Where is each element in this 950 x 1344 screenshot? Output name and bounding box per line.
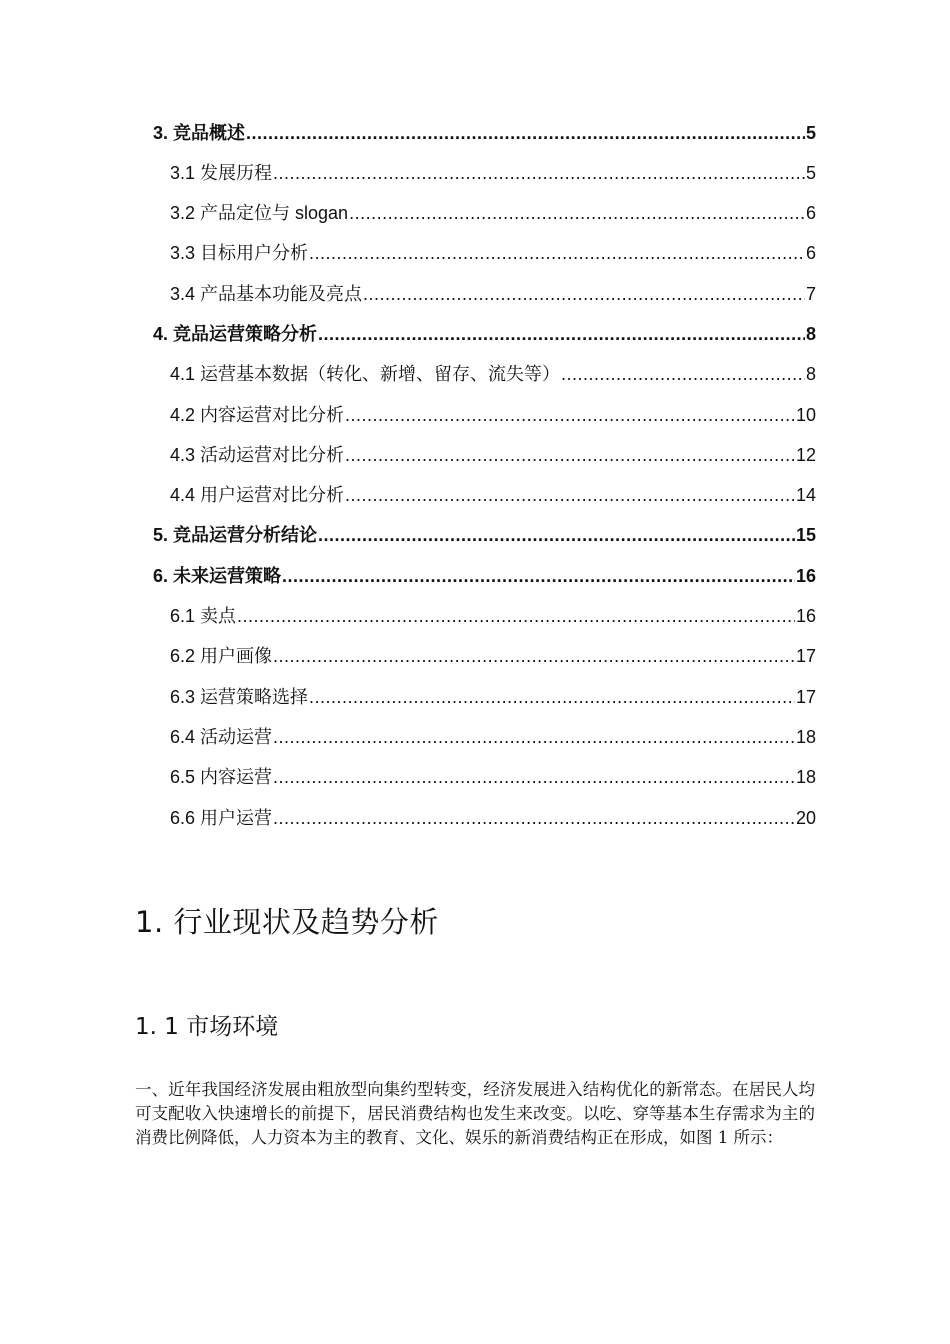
toc-page-number: 6 — [805, 203, 816, 223]
toc-page-number: 7 — [805, 284, 816, 304]
toc-entry-title: 6.2 用户画像 — [170, 646, 273, 666]
toc-entry-title: 3.3 目标用户分析 — [170, 243, 309, 263]
toc-entry[interactable] — [170, 644, 816, 668]
toc-dot-leader — [345, 443, 795, 467]
toc-dot-leader — [237, 604, 795, 628]
toc-page-number: 8 — [805, 324, 816, 344]
toc-dot-leader — [345, 483, 795, 507]
toc-dot-leader — [246, 121, 805, 145]
toc-entry[interactable] — [153, 523, 816, 547]
toc-entry[interactable] — [170, 483, 816, 507]
toc-page-number: 20 — [795, 808, 816, 828]
toc-dot-leader — [561, 362, 805, 386]
body-paragraph: 一、近年我国经济发展由粗放型向集约型转变，经济发展进入结构优化的新常态。在居民人均可支配收入快速增长的前提下，居民消费结构也发生来改变。以吃、穿等基本生存需求为主的消费比例降低，人力资本为主的教育、文化、娱乐的新消费结构正在形成，如图 1 所示： — [135, 1080, 815, 1147]
toc-dot-leader — [273, 765, 795, 789]
toc-page-number: 16 — [795, 606, 816, 626]
toc-entry[interactable] — [170, 403, 816, 427]
toc-entry-title: 6.5 内容运营 — [170, 767, 273, 787]
toc-entry[interactable] — [153, 564, 816, 588]
toc-page-number: 18 — [795, 767, 816, 787]
toc-entry-title: 3.4 产品基本功能及亮点 — [170, 284, 363, 304]
toc-entry-title: 5. 竞品运营分析结论 — [153, 525, 318, 545]
toc-page-number: 14 — [795, 485, 816, 505]
section-heading-2: 1. 1 市场环境 — [135, 1014, 279, 1040]
toc-entry[interactable] — [170, 685, 816, 709]
toc-entry[interactable] — [170, 765, 816, 789]
toc-entry[interactable] — [170, 725, 816, 749]
toc-page-number: 17 — [795, 646, 816, 666]
toc-page-number: 6 — [805, 243, 816, 263]
toc-entry-title: 6.4 活动运营 — [170, 727, 273, 747]
toc-dot-leader — [273, 644, 795, 668]
toc-page-number: 18 — [795, 727, 816, 747]
toc-entry-title: 6.3 运营策略选择 — [170, 687, 309, 707]
toc-entry[interactable] — [153, 322, 816, 346]
toc-entry[interactable] — [170, 362, 816, 386]
toc-page-number: 17 — [795, 687, 816, 707]
toc-entry-title: 6. 未来运营策略 — [153, 566, 282, 586]
toc-page-number: 5 — [805, 123, 816, 143]
toc-dot-leader — [309, 241, 805, 265]
toc-page-number: 8 — [805, 364, 816, 384]
toc-dot-leader — [363, 282, 805, 306]
toc-entry-title: 4.2 内容运营对比分析 — [170, 405, 345, 425]
toc-entry-title: 6.1 卖点 — [170, 606, 237, 626]
toc-entry-title: 4.4 用户运营对比分析 — [170, 485, 345, 505]
toc-entry[interactable] — [170, 443, 816, 467]
toc-entry-title: 3.2 产品定位与 slogan — [170, 203, 349, 223]
toc-page-number: 5 — [805, 163, 816, 183]
toc-entry[interactable] — [170, 161, 816, 185]
toc-dot-leader — [318, 322, 805, 346]
section-heading-1: 1. 行业现状及趋势分析 — [135, 905, 439, 939]
toc-entry-title: 6.6 用户运营 — [170, 808, 273, 828]
toc-dot-leader — [318, 523, 795, 547]
toc-entry[interactable] — [153, 121, 816, 145]
toc-entry-title: 4.1 运营基本数据（转化、新增、留存、流失等） — [170, 364, 561, 384]
toc-dot-leader — [273, 725, 795, 749]
toc-dot-leader — [273, 806, 795, 830]
toc-entry[interactable] — [170, 241, 816, 265]
toc-entry-title: 3.1 发展历程 — [170, 163, 273, 183]
toc-dot-leader — [349, 201, 805, 225]
toc-dot-leader — [309, 685, 795, 709]
toc-dot-leader — [282, 564, 795, 588]
toc-entry[interactable] — [170, 282, 816, 306]
toc-dot-leader — [345, 403, 795, 427]
toc-entry-title: 3. 竞品概述 — [153, 123, 246, 143]
toc-page-number: 10 — [795, 405, 816, 425]
toc-page-number: 15 — [795, 525, 816, 545]
toc-dot-leader — [273, 161, 805, 185]
toc-page-number: 12 — [795, 445, 816, 465]
toc-entry[interactable] — [170, 201, 816, 225]
toc-entry[interactable] — [170, 604, 816, 628]
toc-entry-title: 4. 竞品运营策略分析 — [153, 324, 318, 344]
toc-entry-title: 4.3 活动运营对比分析 — [170, 445, 345, 465]
toc-entry[interactable] — [170, 806, 816, 830]
toc-page-number: 16 — [795, 566, 816, 586]
